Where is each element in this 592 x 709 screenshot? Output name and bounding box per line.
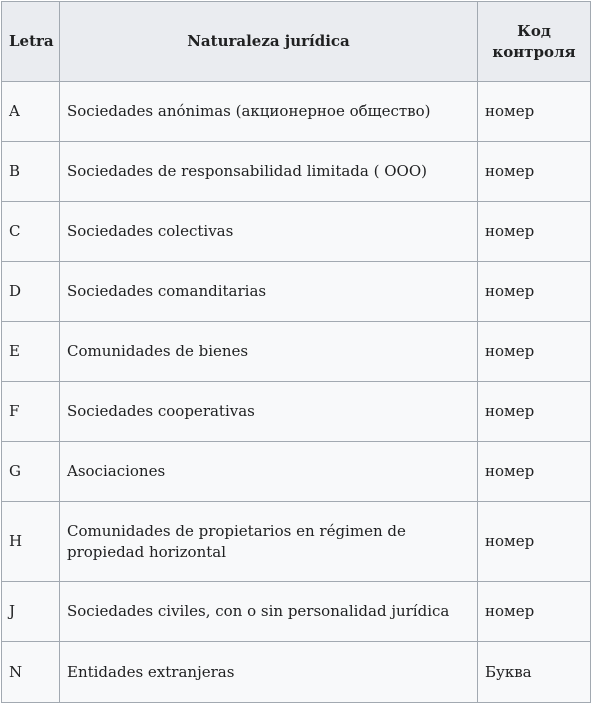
header-code: Код контроля — [478, 2, 591, 82]
letter-cell: D — [2, 262, 60, 322]
table-row — [2, 642, 591, 703]
letter-cell: H — [2, 502, 60, 582]
nature-cell: Sociedades civiles, con o sin personalidad jurídica — [60, 582, 478, 642]
table-row — [2, 502, 591, 582]
header-row — [2, 2, 591, 82]
letter-cell: F — [2, 382, 60, 442]
table-row — [2, 262, 591, 322]
nature-cell: Sociedades de responsabilidad limitada ( OOO) — [60, 142, 478, 202]
code-cell: Буква — [478, 642, 591, 703]
code-cell: номер — [478, 322, 591, 382]
nature-cell: Sociedades anónimas (акционерное общество) — [60, 82, 478, 142]
code-cell: номер — [478, 142, 591, 202]
code-cell: номер — [478, 82, 591, 142]
code-cell: номер — [478, 502, 591, 582]
legal-form-table — [1, 1, 591, 703]
letter-cell: J — [2, 582, 60, 642]
nature-cell: Sociedades colectivas — [60, 202, 478, 262]
table-row — [2, 382, 591, 442]
code-cell: номер — [478, 202, 591, 262]
table-row — [2, 82, 591, 142]
header-letter: Letra — [2, 2, 60, 82]
nature-cell: Asociaciones — [60, 442, 478, 502]
letter-cell: G — [2, 442, 60, 502]
table-row — [2, 442, 591, 502]
code-cell: номер — [478, 262, 591, 322]
code-cell: номер — [478, 442, 591, 502]
table-row — [2, 582, 591, 642]
table-row — [2, 202, 591, 262]
nature-cell: Sociedades cooperativas — [60, 382, 478, 442]
code-cell: номер — [478, 582, 591, 642]
letter-cell: C — [2, 202, 60, 262]
nature-cell: Comunidades de bienes — [60, 322, 478, 382]
letter-cell: A — [2, 82, 60, 142]
code-cell: номер — [478, 382, 591, 442]
letter-cell: N — [2, 642, 60, 703]
nature-cell: Comunidades de propietarios en régimen de propiedad horizontal — [60, 502, 478, 582]
nature-cell: Entidades extranjeras — [60, 642, 478, 703]
nature-cell: Sociedades comanditarias — [60, 262, 478, 322]
letter-cell: B — [2, 142, 60, 202]
header-nature: Naturaleza jurídica — [60, 2, 478, 82]
table-row — [2, 142, 591, 202]
letter-cell: E — [2, 322, 60, 382]
table-row — [2, 322, 591, 382]
